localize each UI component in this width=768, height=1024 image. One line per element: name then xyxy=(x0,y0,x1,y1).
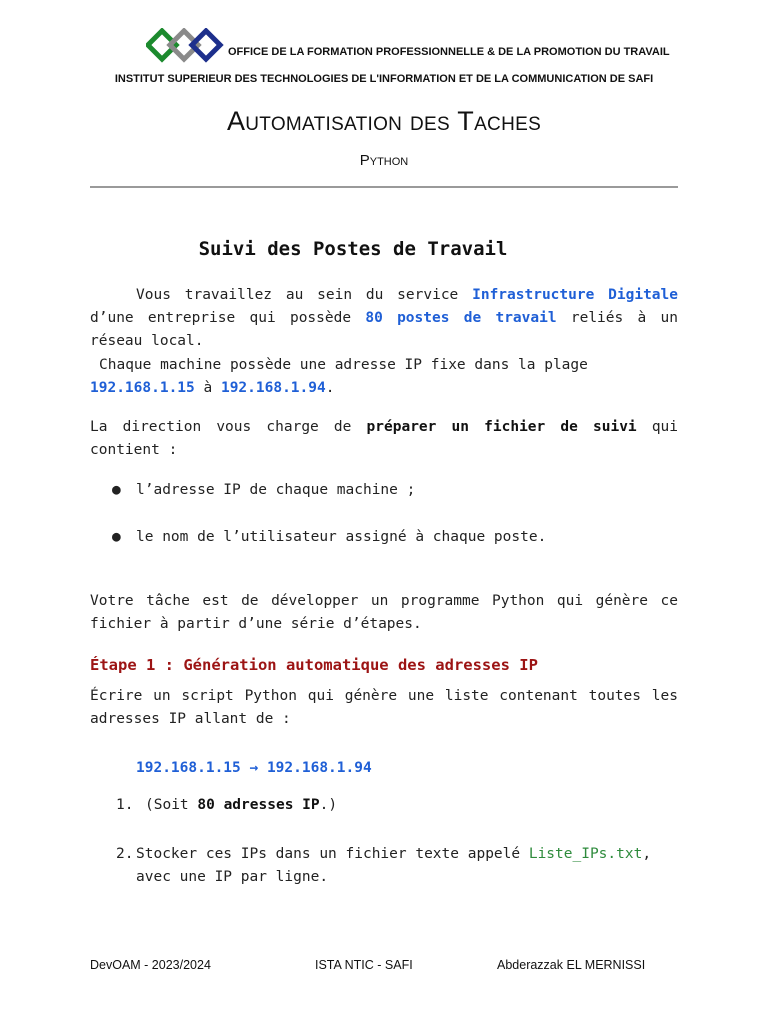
ip-range-paragraph xyxy=(90,354,678,377)
workstation-count: 80 postes de travail xyxy=(365,310,557,326)
org-name: OFFICE DE LA FORMATION PROFESSIONNELLE & DE LA PROMOTION DU TRAVAIL xyxy=(228,46,670,58)
intro-paragraph xyxy=(90,284,678,353)
direction-paragraph xyxy=(90,416,678,462)
ip-range-text: à xyxy=(194,380,221,396)
direction-text: La direction vous charge de xyxy=(90,419,367,435)
document-subtitle: Python xyxy=(359,152,409,169)
list-item xyxy=(112,479,415,502)
list-item xyxy=(112,526,546,549)
footer-left: DevOAM - 2023/2024 xyxy=(90,958,211,972)
list-item-text: (Soit xyxy=(145,797,198,813)
service-name: Infrastructure Digitale xyxy=(472,287,678,303)
ip-start: 192.168.1.15 xyxy=(90,380,195,396)
list-number: 2. xyxy=(116,846,134,862)
step1-heading: Étape 1 : Génération automatique des adresses IP xyxy=(90,656,538,674)
intro-text: d’une entreprise qui possède xyxy=(90,310,366,326)
list-item xyxy=(136,843,678,889)
step1-description: Écrire un script Python qui génère une liste contenant toutes les adresses IP allant de : xyxy=(90,688,678,727)
bullet-icon: ● xyxy=(112,482,121,498)
ip-range-highlight: 192.168.1.15 → 192.168.1.94 xyxy=(136,760,372,776)
intro-text: reliés à un réseau local. xyxy=(90,310,678,349)
list-number: 1. xyxy=(116,797,134,813)
list-item-text: l’adresse IP de chaque machine ; xyxy=(136,482,416,498)
ip-end: 192.168.1.94 xyxy=(220,380,326,396)
direction-text: qui contient : xyxy=(90,419,679,458)
list-item xyxy=(145,794,337,817)
direction-emphasis: préparer un fichier de suivi xyxy=(366,419,637,435)
footer-right: Abderazzak EL MERNISSI xyxy=(497,958,646,972)
list-item-text: , xyxy=(642,846,652,862)
footer-center: ISTA NTIC - SAFI xyxy=(315,958,413,972)
intro-text: Vous travaillez au sein du service xyxy=(136,287,473,303)
task-paragraph: Votre tâche est de développer un programme Python qui génère ce fichier à partir d’une série d’étapes. xyxy=(90,593,678,632)
list-item-text: le nom de l’utilisateur assigné à chaque poste. xyxy=(136,529,547,545)
list-item-text: .) xyxy=(319,797,338,813)
list-item-text: Stocker ces IPs dans un fichier texte appelé xyxy=(136,846,529,862)
ip-range-values xyxy=(90,377,678,400)
file-name: Liste_IPs.txt xyxy=(528,846,643,862)
ofppt-logo-icon xyxy=(146,28,226,64)
bullet-icon: ● xyxy=(112,529,121,545)
document-title: Automatisation des Taches xyxy=(226,106,542,136)
ip-range-text: . xyxy=(325,380,335,396)
section-title: Suivi des Postes de Travail xyxy=(198,238,508,260)
institute-name: INSTITUT SUPERIEUR DES TECHNOLOGIES DE L'INFORMATION ET DE LA COMMUNICATION DE SAFI xyxy=(114,73,654,85)
header-divider xyxy=(90,186,678,188)
ip-range-text: Chaque machine possède une adresse IP fixe dans la plage xyxy=(99,357,588,373)
ip-count: 80 adresses IP xyxy=(197,797,320,813)
list-item-text: avec une IP par ligne. xyxy=(136,869,329,885)
